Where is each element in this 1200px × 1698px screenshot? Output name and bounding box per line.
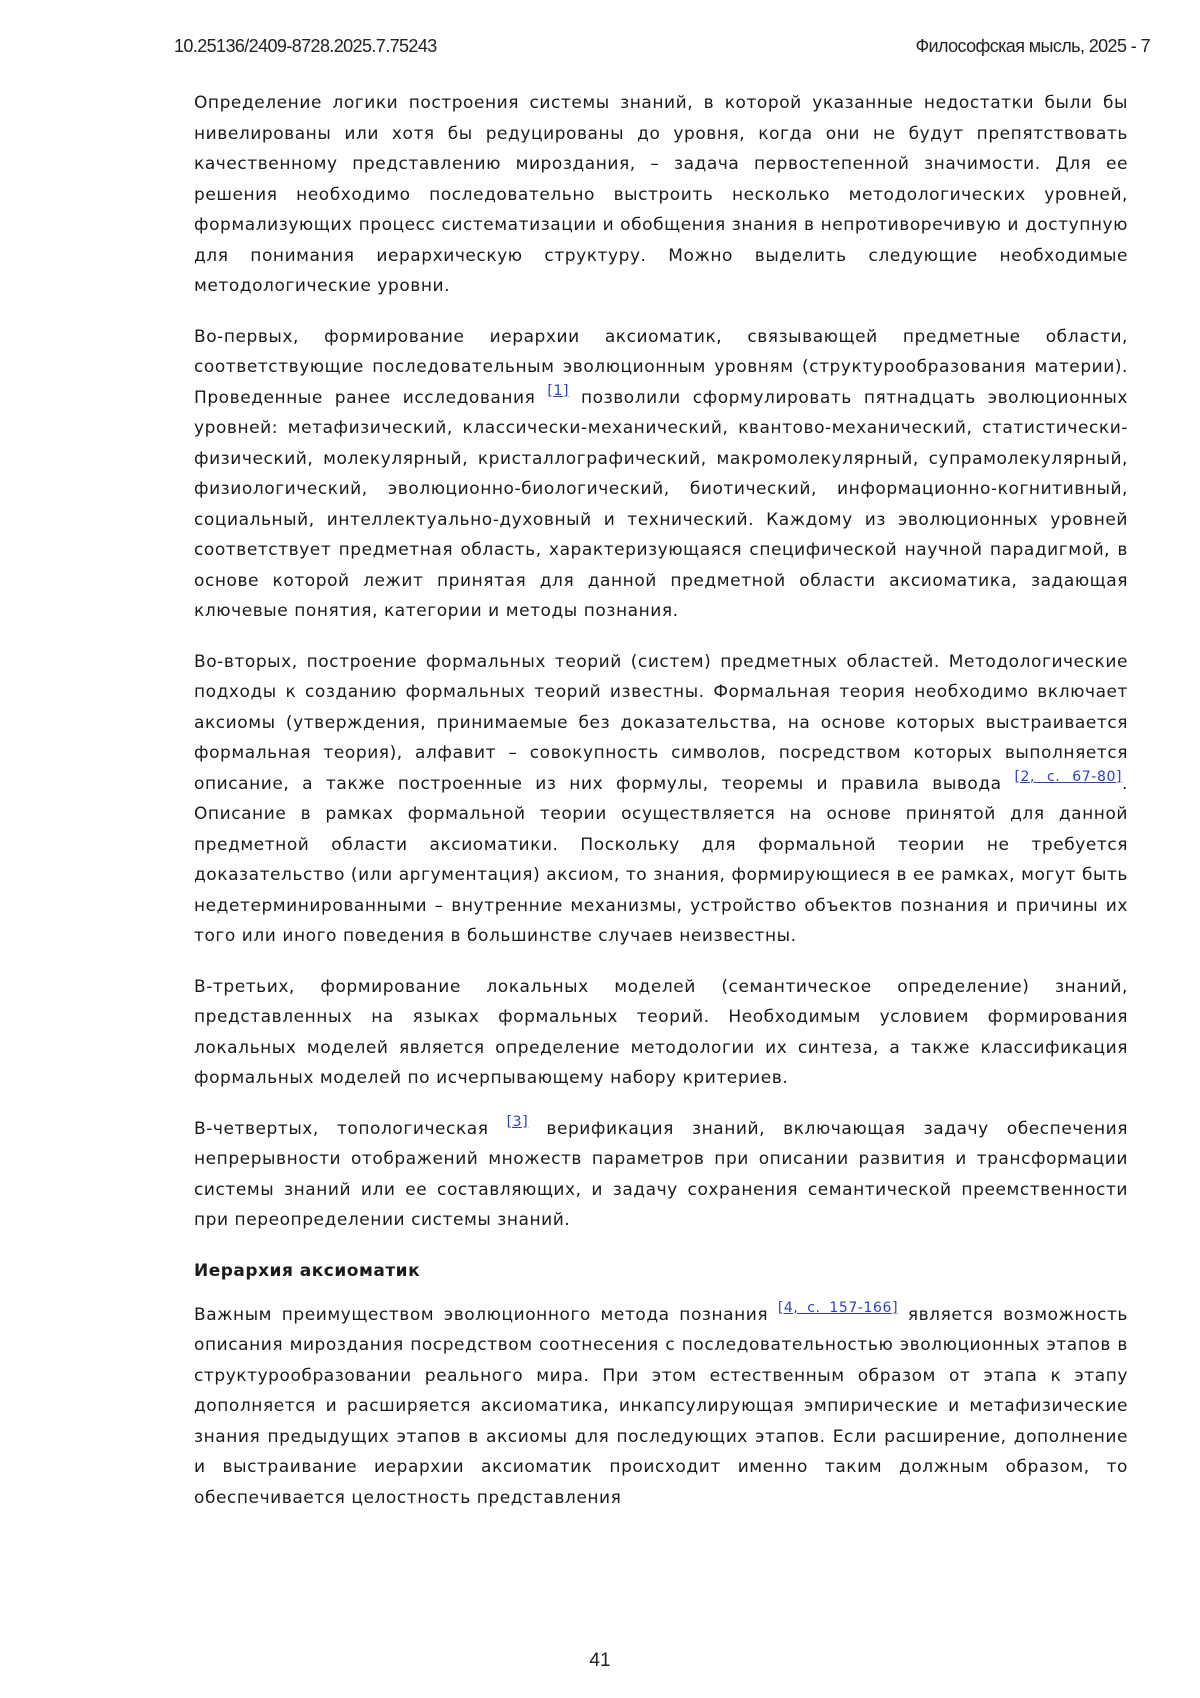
paragraph-first-level <box>194 322 1128 627</box>
paragraph-intro <box>194 88 1128 302</box>
paragraph-text: является возможность описания мироздания посредством соотнесения с последовательностью эволюционных этапов в структурообразовании реального мира. При этом естественным образом от этапа к этапу дополняется и расширяется аксиоматика, инкапсулирующая эмпирические и метафизические знания предыдущих этапов в аксиомы для последующих этапов. Если расширение, дополнение и выстраивание иерархии аксиоматик происходит именно таким должным образом, то обеспечивается целостность представления <box>194 1305 1128 1508</box>
article-body <box>194 88 1128 1533</box>
page-number: 41 <box>0 1650 1200 1672</box>
paragraph-fourth-level <box>194 1114 1128 1236</box>
paragraph-text: В-третьих, формирование локальных моделей (семантическое определение) знаний, представленных на языках формальных теорий. Необходимым условием формирования локальных моделей является определение методологии их синтеза, а также классификация формальных моделей по исчерпывающему набору критериев. <box>194 977 1128 1089</box>
running-header <box>174 36 1150 60</box>
citation-link-3[interactable]: [3] <box>507 1114 529 1130</box>
paragraph-text: Важным преимуществом эволюционного метода познания <box>194 1305 778 1325</box>
citation-link-1[interactable]: [1] <box>547 383 569 399</box>
paragraph-text: В-четвертых, топологическая <box>194 1119 507 1139</box>
citation-link-2[interactable]: [2, с. 67-80] <box>1014 769 1122 785</box>
paragraph-text: верификация знаний, включающая задачу обеспечения непрерывности отображений множеств параметров при описании развития и трансформации системы знаний или ее составляющих, и задачу сохранения семантической преемственности при переопределении системы знаний. <box>194 1119 1128 1231</box>
paragraph-text: Определение логики построения системы знаний, в которой указанные недостатки были бы нивелированы или хотя бы редуцированы до уровня, когда они не будут препятствовать качественному представлению мироздания, – задача первостепенной значимости. Для ее решения необходимо последовательно выстроить несколько методологических уровней, формализующих процесс систематизации и обобщения знания в непротиворечивую и доступную для понимания иерархическую структуру. Можно выделить следующие необходимые методологические уровни. <box>194 93 1128 296</box>
paragraph-text: позволили сформулировать пятнадцать эволюционных уровней: метафизический, классически-механический, квантово-механический, статистически-физический, молекулярный, кристаллографический, макромолекулярный, супрамолекулярный, физиологический, эволюционно-биологический, биотический, информационно-когнитивный, социальный, интеллектуально-духовный и технический. Каждому из эволюционных уровней соответствует предметная область, характеризующаяся специфической научной парадигмой, в основе которой лежит принятая для данной предметной области аксиоматика, задающая ключевые понятия, категории и методы познания. <box>194 388 1128 622</box>
paragraph-axiomatics <box>194 1300 1128 1514</box>
journal-issue-label: Философская мысль, 2025 - 7 <box>915 36 1150 57</box>
paragraph-third-level <box>194 972 1128 1094</box>
citation-link-4[interactable]: [4, с. 157-166] <box>778 1300 898 1316</box>
paragraph-text: . Описание в рамках формальной теории осуществляется на основе принятой для данной предметной области аксиоматики. Поскольку для формальной теории не требуется доказательство (или аргументация) аксиом, то знания, формирующиеся в ее рамках, могут быть недетерминированными – внутренние механизмы, устройство объектов познания и причины их того или иного поведения в большинстве случаев неизвестны. <box>194 774 1128 947</box>
paragraph-second-level <box>194 647 1128 952</box>
paragraph-text: Во-вторых, построение формальных теорий (систем) предметных областей. Методологические подходы к созданию формальных теорий известны. Формальная теория необходимо включает аксиомы (утверждения, принимаемые без доказательства, на основе которых выстраивается формальная теория), алфавит – совокупность символов, посредством которых выполняется описание, а также построенные из них формулы, теоремы и правила вывода <box>194 652 1128 794</box>
doi-label: 10.25136/2409-8728.2025.7.75243 <box>174 36 437 57</box>
section-heading: Иерархия аксиоматик <box>194 1256 1128 1286</box>
paragraph-text: Во-первых, формирование иерархии аксиоматик, связывающей предметные области, соответствующие последовательным эволюционным уровням (структурообразования материи). Проведенные ранее исследования <box>194 327 1128 408</box>
